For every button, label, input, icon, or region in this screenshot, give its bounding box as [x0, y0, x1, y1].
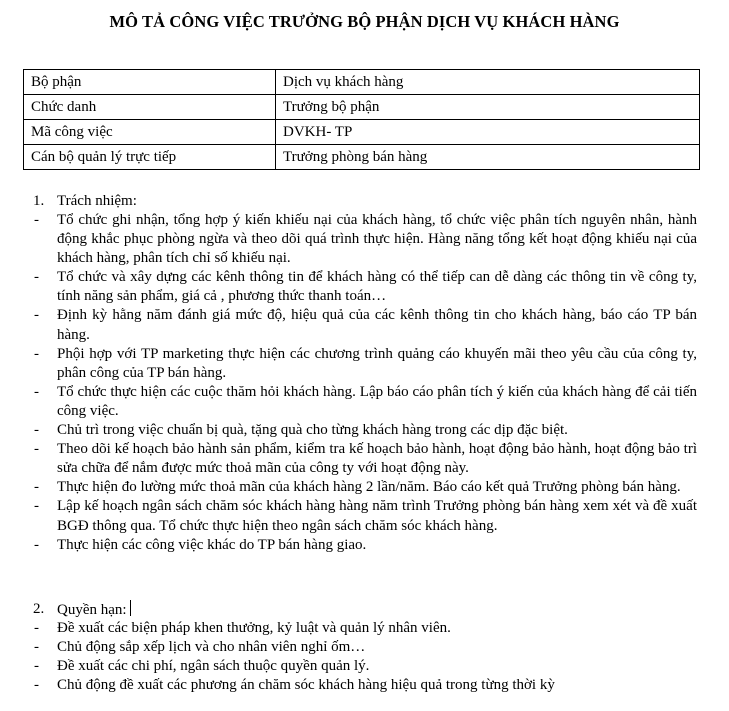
- bullet-dash: -: [34, 498, 39, 515]
- section-title: Trách nhiệm:: [57, 193, 137, 209]
- document-title: MÔ TẢ CÔNG VIỆC TRƯỞNG BỘ PHẬN DỊCH VỤ KHÁCH HÀNG: [109, 12, 620, 31]
- bullet-dash: -: [34, 422, 39, 439]
- bullet-dash: -: [34, 307, 39, 324]
- bullet-dash: -: [34, 269, 39, 286]
- bullet-dash: -: [34, 479, 39, 496]
- table-cell-value: Trưởng bộ phận: [276, 95, 700, 120]
- list-item-text: Đề xuất các chi phí, ngân sách thuộc quyền quản lý.: [57, 658, 370, 675]
- list-item: [0, 440, 697, 478]
- list-item-text: Thực hiện các công việc khác do TP bán hàng giao.: [57, 536, 367, 553]
- bullet-dash: -: [34, 536, 39, 553]
- section-heading: [0, 192, 729, 211]
- table-cell-value: DVKH- TP: [276, 120, 700, 145]
- list-item-text: Tổ chức ghi nhận, tổng hợp ý kiến khiếu nại của khách hàng, tổ chức việc phân tích nguyên nhân, hành động khắc phục phòng ngừa và theo dõi quá trình thực hiện. Hàng năng tổng kết hoạt động khiếu nại của khách hàng, phân tích chỉ số khiếu nại.: [57, 212, 697, 267]
- list-item: [0, 345, 697, 383]
- bullet-dash: -: [34, 212, 39, 228]
- table-row: [24, 145, 700, 170]
- table-row: [24, 70, 700, 95]
- list-item: [0, 383, 697, 421]
- list-item-text: Chủ động đề xuất các phương án chăm sóc khách hàng hiệu quả trong từng thời kỳ: [57, 677, 555, 694]
- bullet-dash: -: [34, 620, 39, 636]
- table-cell-value: Trưởng phòng bán hàng: [276, 145, 700, 170]
- list-item: [0, 676, 697, 695]
- bullet-dash: -: [34, 441, 39, 458]
- list-item: [0, 306, 697, 344]
- section-number: 2.: [33, 601, 45, 617]
- list-item-text: Lập kế hoạch ngân sách chăm sóc khách hàng hàng năm trình Trưởng phòng bán hàng xem xét và đề xuất BGĐ thông qua. Tổ chức thực hiện theo ngân sách chăm sóc khách hàng.: [57, 498, 697, 534]
- list-item-text: Tổ chức và xây dựng các kênh thông tin để khách hàng có thể tiếp can dễ dàng các thông tin về công ty, tính năng sản phẩm, giá cả , phương thức thanh toán…: [57, 269, 697, 305]
- text-cursor: [130, 600, 131, 616]
- section-title: Quyền hạn:: [57, 602, 127, 618]
- list-item: [0, 536, 697, 555]
- list-item-text: Chủ động sắp xếp lịch và cho nhân viên nghỉ ốm…: [57, 639, 366, 656]
- table-row: [24, 95, 700, 120]
- bullet-dash: -: [34, 383, 39, 400]
- list-item: [0, 211, 697, 268]
- authority-section: [0, 600, 729, 695]
- list-item: [0, 619, 697, 638]
- list-item-text: Định kỳ hằng năm đánh giá mức độ, hiệu quả của các kênh thông tin cho khách hàng, báo cáo TP bán hàng.: [57, 307, 697, 343]
- list-item-text: Đề xuất các biện pháp khen thưởng, kỷ luật và quản lý nhân viên.: [57, 620, 451, 636]
- table-cell-label: Cán bộ quản lý trực tiếp: [24, 145, 276, 170]
- bullet-dash: -: [34, 345, 39, 362]
- list-item-text: Theo dõi kế hoạch bảo hành sản phẩm, kiểm tra kế hoạch bảo hành, hoạt động bảo hành, hoạt động bảo trì sửa chữa để nắm được mức thoả mãn của công ty với hoạt động này.: [57, 441, 697, 477]
- table-row: [24, 120, 700, 145]
- section-heading: [0, 600, 729, 619]
- list-item-text: Phội hợp với TP marketing thực hiện các chương trình quảng cáo khuyến mãi theo yêu cầu của công ty, phân công của TP bán hàng.: [57, 345, 697, 381]
- list-item: [0, 268, 697, 306]
- table-cell-label: Chức danh: [24, 95, 276, 120]
- table-cell-label: Mã công việc: [24, 120, 276, 145]
- bullet-dash: -: [34, 677, 39, 694]
- responsibilities-section: [0, 192, 729, 555]
- list-item-text: Chủ trì trong việc chuẩn bị quà, tặng quà cho từng khách hàng trong các dịp đặc biệt.: [57, 422, 568, 439]
- bullet-dash: -: [34, 639, 39, 656]
- table-cell-value: Dịch vụ khách hàng: [276, 70, 700, 95]
- section-number: 1.: [33, 193, 45, 209]
- list-item-text: Tổ chức thực hiện các cuộc thăm hỏi khách hàng. Lập báo cáo phân tích ý kiến của khách hàng để cải tiến công việc.: [57, 383, 697, 419]
- list-item: [0, 497, 697, 535]
- table-cell-label: Bộ phận: [24, 70, 276, 95]
- list-item: [0, 638, 697, 657]
- list-item: [0, 421, 697, 440]
- list-item: [0, 657, 697, 676]
- list-item: [0, 478, 697, 497]
- list-item-text: Thực hiện đo lường mức thoả mãn của khách hàng 2 lần/năm. Báo cáo kết quả Trưởng phòng bán hàng.: [57, 479, 681, 496]
- job-info-table: [23, 69, 700, 170]
- bullet-dash: -: [34, 658, 39, 675]
